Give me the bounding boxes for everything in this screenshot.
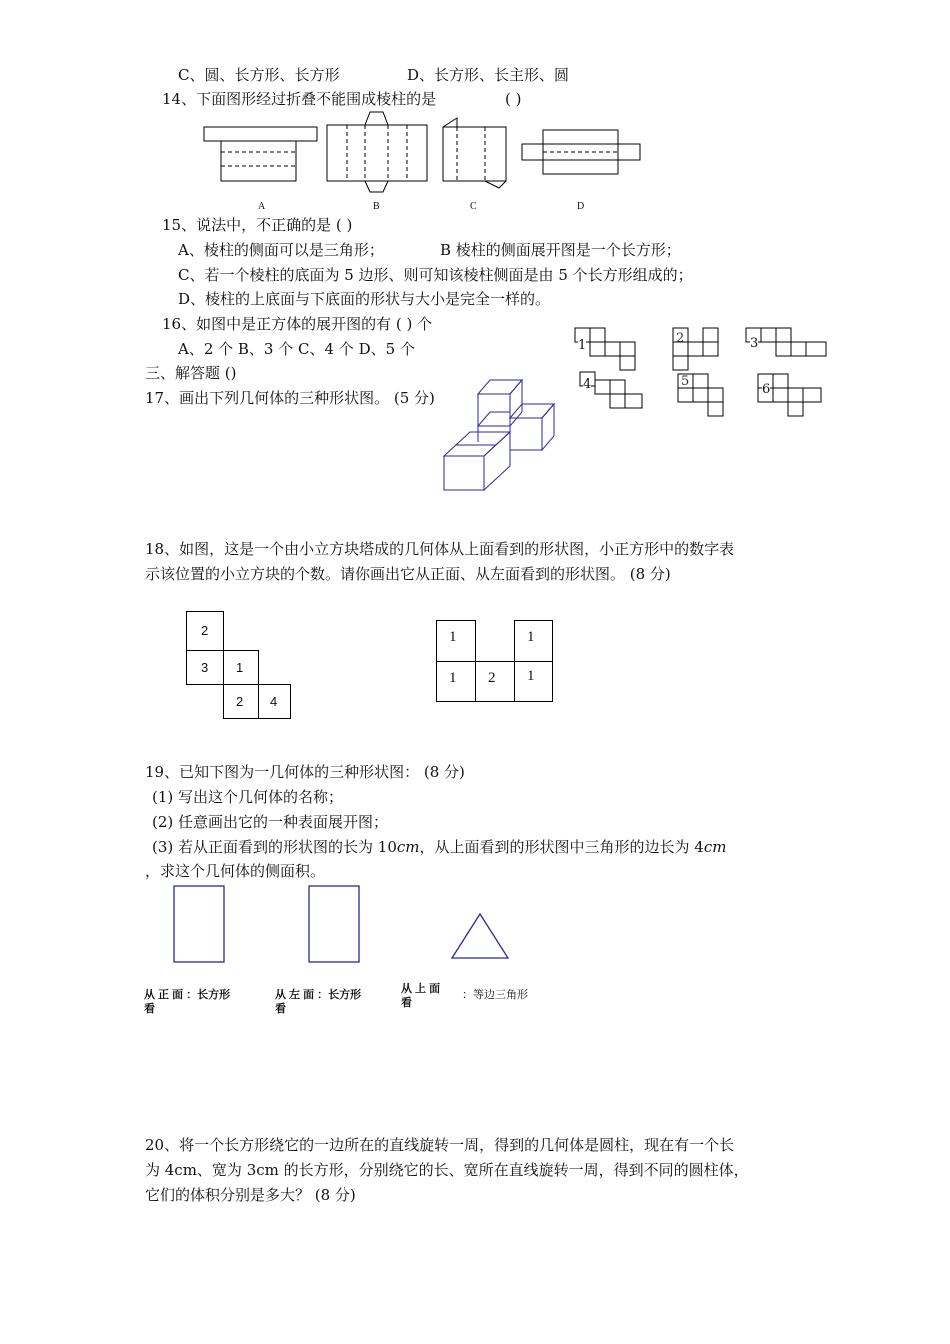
q19-part1: (1) 写出这个几何体的名称；: [152, 788, 344, 806]
q15-option-d: D、棱柱的上底面与下底面的形状与大小是完全一样的。: [178, 290, 551, 308]
q15-option-b: B 棱柱的侧面展开图是一个长方形；: [440, 241, 681, 259]
grid-cell: 2: [475, 661, 515, 702]
q17-solid-figure: [440, 376, 558, 494]
q19-part2: (2) 任意画出它的一种表面展开图；: [152, 813, 389, 831]
cube-net-label-6: 6: [762, 382, 771, 397]
front-view-rect: [174, 886, 224, 962]
view-label-top-c: ：等边三角形: [462, 989, 528, 1001]
grid-cell: 1: [436, 620, 476, 662]
net-label-a: A: [258, 201, 266, 212]
cube-net-label-4: 4: [583, 377, 592, 392]
q13-option-c: C、圆、长方形、长方形: [178, 66, 340, 84]
q13-option-d: D、长方形、长主形、圆: [407, 66, 570, 84]
net-d: [522, 130, 640, 174]
cube-net-label-3: 3: [750, 336, 759, 351]
q16-options: A、2 个 B、3 个 C、4 个 D、5 个: [178, 340, 415, 358]
q14-stem: 14、下面图形经过折叠不能围成棱柱的是: [162, 90, 437, 108]
cube-net-label-1: 1: [578, 338, 587, 353]
q19-stem: 19、已知下图为一几何体的三种形状图： (8 分): [145, 763, 465, 781]
net-label-c: C: [470, 201, 477, 212]
q19-three-views: [170, 882, 515, 966]
q19-part3: (3) 若从正面看到的形状图的长为 10cm，从上面看到的形状图中三角形的边长为 4cm: [152, 838, 727, 856]
grid-cell: 1: [514, 661, 553, 702]
q15-stem: 15、说法中，不正确的是 ( ): [162, 216, 353, 234]
cube-net-label-2: 2: [676, 331, 685, 346]
cube-net-label-5: 5: [681, 374, 690, 389]
q20-line3: 它们的体积分别是多大？ (8 分): [145, 1186, 356, 1204]
q15-option-c: C、若一个棱柱的底面为 5 边形、则可知该棱柱侧面是由 5 个长方形组成的；: [178, 266, 693, 284]
view-label-left-b: 看: [275, 1003, 286, 1015]
view-label-front-b: 看: [144, 1003, 155, 1015]
top-view-triangle: [452, 914, 508, 958]
left-view-rect: [309, 886, 359, 962]
view-label-front: 从 正 面 ：长方形: [144, 989, 231, 1001]
grid-cell: 1: [223, 650, 259, 685]
q17-stem: 17、画出下列几何体的三种形状图。 (5 分): [145, 389, 435, 407]
view-label-top-b: 看: [401, 997, 412, 1009]
q14-answer-paren: ( ): [505, 90, 522, 108]
section-3-title: 三、解答题 (): [145, 364, 237, 382]
grid-cell: 3: [186, 650, 224, 685]
q18-line1: 18、如图，这是一个由小立方块塔成的几何体从上面看到的形状图，小正方形中的数字表: [145, 540, 735, 558]
q15-option-a: A、棱柱的侧面可以是三角形；: [178, 241, 384, 259]
q19-part3-cont: ，求这个几何体的侧面积。: [145, 862, 326, 880]
grid-cell: 2: [186, 611, 224, 651]
net-label-b: B: [373, 201, 380, 212]
grid-cell: 1: [436, 661, 476, 702]
q16-cube-nets: [570, 322, 832, 418]
grid-cell: 1: [514, 620, 553, 662]
grid-cell: 4: [258, 684, 291, 719]
net-b: [327, 112, 427, 192]
net-label-d: D: [577, 201, 585, 212]
view-label-left: 从 左 面 ：长方形: [275, 989, 362, 1001]
net-a: [204, 127, 317, 181]
net-c: [443, 118, 506, 188]
q18-line2: 示该位置的小立方块的个数。请你画出它从正面、从左面看到的形状图。 (8 分): [145, 565, 671, 583]
q20-line1: 20、将一个长方形绕它的一边所在的直线旋转一周，得到的几何体是圆柱，现在有一个长: [145, 1136, 735, 1154]
grid-cell: 2: [223, 684, 259, 719]
view-label-top: 从 上 面: [401, 983, 441, 995]
q16-stem: 16、如图中是正方体的展开图的有 ( ) 个: [162, 315, 433, 333]
q20-line2: 为 4cm、宽为 3cm 的长方形，分别绕它的长、宽所在直线旋转一周，得到不同的圆柱体，: [145, 1161, 749, 1179]
